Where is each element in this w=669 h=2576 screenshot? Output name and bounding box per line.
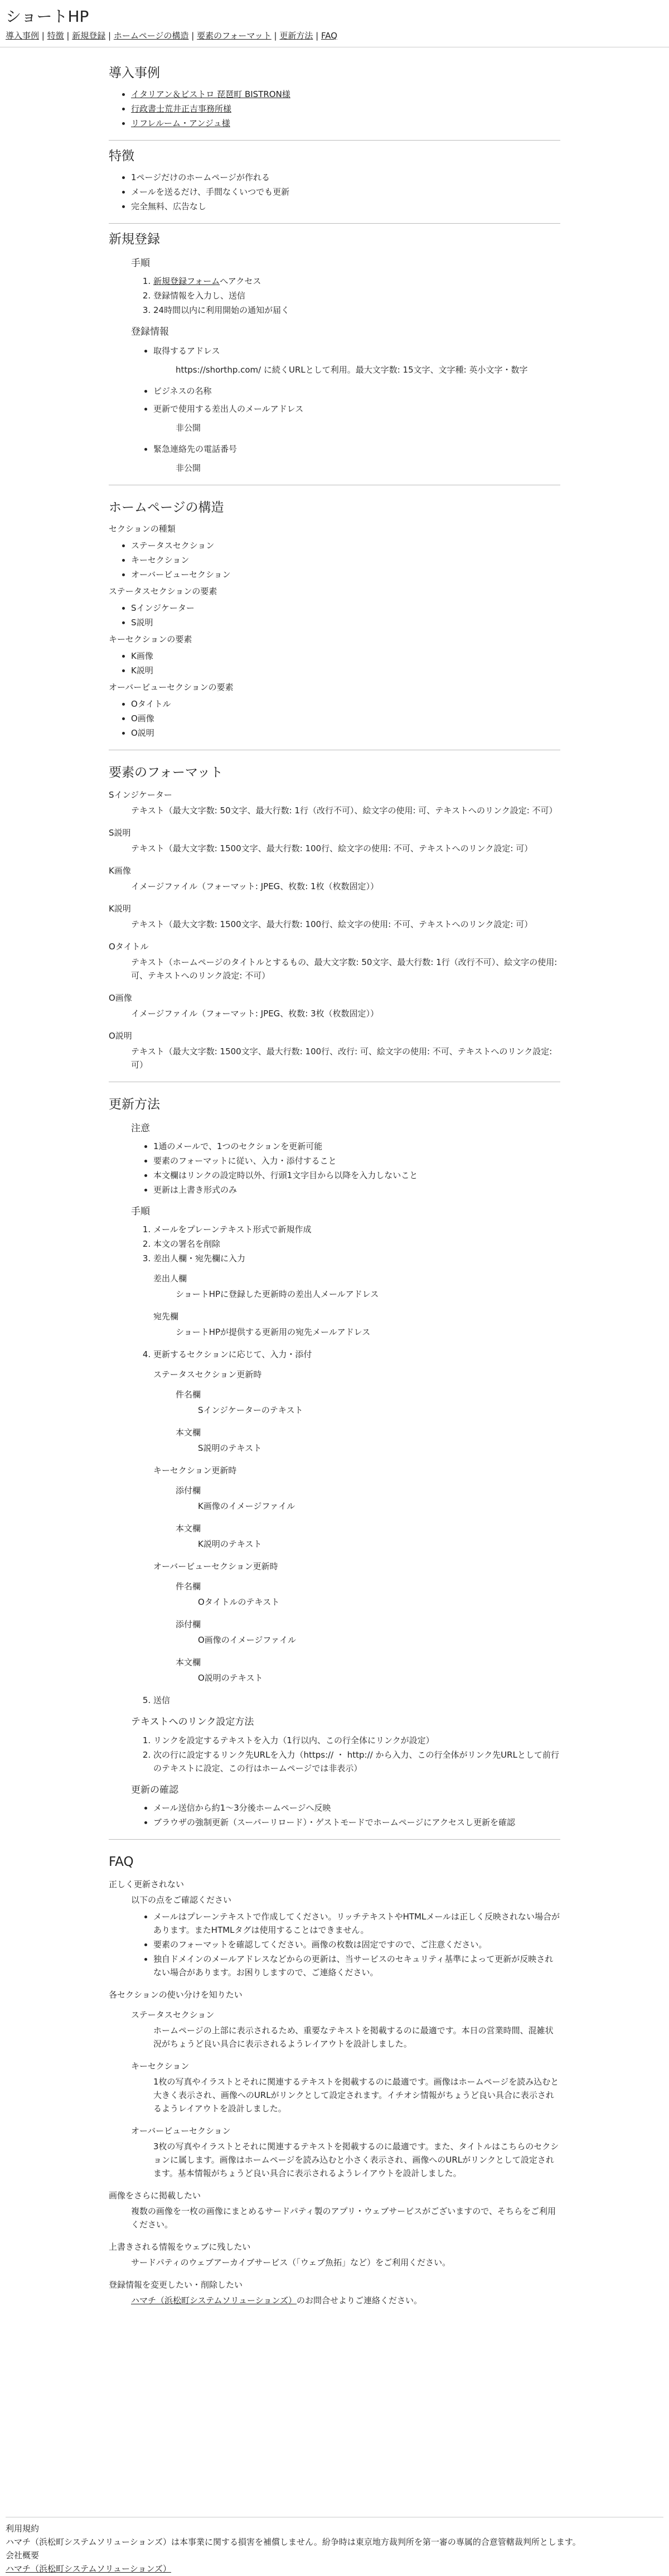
list-item <box>153 1252 560 1339</box>
list-item: • ブラウザの強制更新（スーパーリロード）・ゲストモードでホームページにアクセスし更新を確認 <box>153 1816 560 1829</box>
list-item: • 更新は上書き形式のみ <box>153 1183 560 1197</box>
case-link[interactable]: イタリアン＆ビストロ 琵琶町 BISTRON様 <box>131 89 290 100</box>
format-name: Oタイトル <box>109 942 149 952</box>
faq-section-title: オーバービューセクション <box>131 2125 231 2136</box>
signup-steps-block <box>109 256 560 475</box>
structure-heading: ホームページの構造 <box>109 500 224 515</box>
terms-heading: 利用規約 <box>6 2524 40 2534</box>
field-list <box>176 1580 560 1685</box>
step-text: 差出人欄・宛先欄に入力 <box>153 1253 246 1264</box>
faq-section-title: ステータスセクション <box>131 2009 215 2020</box>
format-desc: イメージファイル（フォーマット: JPEG、枚数: 3枚（枚数固定）） <box>131 1009 379 1019</box>
faq-question: 正しく更新されない <box>109 1879 185 1889</box>
structure-section <box>109 500 560 750</box>
field-label: 件名欄 <box>176 1390 201 1400</box>
list-item: • メールを送るだけ、手間なくいつでも更新 <box>131 185 560 199</box>
faq-question: 各セクションの使い分けを知りたい <box>109 1989 243 2000</box>
format-name: S説明 <box>109 828 131 838</box>
format-heading: 要素のフォーマット <box>109 765 223 780</box>
list-item <box>153 274 560 288</box>
list-item: • K説明 <box>131 664 560 677</box>
list-item <box>153 1348 560 1685</box>
list-item: • 完全無料、広告なし <box>131 200 560 213</box>
list-item: 2. 登録情報を入力し、送信 <box>153 289 560 302</box>
list-item: • 本文欄はリンクの設定時以外、行頭1文字目から以降を入力しないこと <box>153 1169 560 1182</box>
section-update-list <box>153 1368 560 1685</box>
field-value: ショートHPが提供する更新用の宛先メールアドレス <box>176 1327 371 1338</box>
nav-signup[interactable]: 新規登録 <box>72 31 106 41</box>
link-method-steps <box>131 1734 560 1775</box>
list-item: • S説明 <box>131 616 560 629</box>
section-update-fields <box>176 1388 560 1455</box>
company-line <box>6 2562 663 2575</box>
list-item <box>131 117 560 130</box>
list-item: • オーバービューセクション <box>131 568 560 581</box>
features-list <box>109 171 560 213</box>
list-item: • 要素のフォーマットを確認してください。画像の枚数は固定ですので、ご注意ください。 <box>153 1938 560 1951</box>
structure-group-list <box>109 697 560 740</box>
list-item: • 1ページだけのホームページが作れる <box>131 171 560 184</box>
section-divider <box>109 1839 560 1840</box>
list-item <box>153 442 560 475</box>
faq-section <box>109 1854 560 2307</box>
faq-section-desc: 3枚の写真やイラストとそれに関連するテキストを掲載するのに最適です。また、タイトルはこちらのセクションに属します。画像はホームページを読み込むと小さく表示され、画像へのURLがリンクとして設定されます。基本情報がちょうど良い具合に表示されるようレイアウトを設計しました。 <box>153 2141 559 2178</box>
field-value: S説明のテキスト <box>198 1443 262 1454</box>
format-list <box>109 788 560 1072</box>
step-text: 更新するセクションに応じて、入力・添付 <box>153 1349 312 1360</box>
cases-list <box>109 88 560 130</box>
cases-heading: 導入事例 <box>109 66 160 81</box>
info-name: ビジネスの名称 <box>153 386 212 397</box>
info-name: 緊急連絡先の電話番号 <box>153 444 237 455</box>
list-item: • メール送信から約1〜3分後ホームページへ反映 <box>153 1801 560 1815</box>
confirm-heading: 更新の確認 <box>131 1784 178 1796</box>
list-item: 5. 送信 <box>153 1694 560 1707</box>
faq-question: 上書きされる情報をウェブに残したい <box>109 2241 251 2252</box>
field-label: 差出人欄 <box>153 1273 187 1284</box>
faq-section-desc: 1枚の写真やイラストとそれに関連するテキストを掲載するのに最適です。画像はホームページを読み込むと大きく表示され、画像へのURLがリンクとして設定されます。イチオシ情報がちょうど良い具合に表示されるようレイアウトを設計しました。 <box>153 2076 559 2114</box>
list-item: • O説明 <box>131 726 560 740</box>
format-name: Sインジケーター <box>109 790 172 800</box>
faq-section-desc: ホームページの上部に表示されるため、重要なテキストを掲載するのに最適です。本日の営業時間、混雑状況がちょうど良い具合に表示されるようレイアウトを設計しました。 <box>153 2025 554 2049</box>
signup-section <box>109 231 560 485</box>
field-value: ショートHPに登録した更新時の差出人メールアドレス <box>176 1289 379 1300</box>
structure-group-list <box>109 601 560 629</box>
update-notes-heading: 注意 <box>131 1123 150 1135</box>
list-item: 1. メールをプレーンテキスト形式で新規作成 <box>153 1223 560 1236</box>
structure-group-title: ステータスセクションの要素 <box>109 586 217 597</box>
list-item: 3. 24時間以内に利用開始の通知が届く <box>153 303 560 317</box>
faq-list <box>109 1878 560 2307</box>
field-label: 添付欄 <box>176 1619 201 1630</box>
signup-steps <box>131 274 560 317</box>
nav-cases[interactable]: 導入事例 <box>6 31 40 41</box>
section-update-fields <box>176 1484 560 1551</box>
list-item <box>131 102 560 115</box>
list-item: • 要素のフォーマットに従い、入力・添付すること <box>153 1154 560 1168</box>
company-link[interactable]: ハマチ（浜松町システムソリューションズ） <box>6 2564 172 2574</box>
field-list <box>176 1484 560 1551</box>
top-nav: 導入事例 | 特徴 | 新規登録 | ホームページの構造 | 要素のフォーマット | 更新方法 | FAQ <box>6 31 338 41</box>
info-name: 更新で使用する差出人のメールアドレス <box>153 404 304 414</box>
link-method-heading: テキストへのリンク設定方法 <box>131 1716 254 1728</box>
field-value: Sインジケーターのテキスト <box>198 1405 303 1416</box>
field-list <box>176 1388 560 1455</box>
nav-format[interactable]: 要素のフォーマット <box>197 31 272 41</box>
field-label: 本文欄 <box>176 1427 201 1438</box>
format-name: O説明 <box>109 1031 132 1041</box>
list-item: • ステータスセクション <box>131 539 560 552</box>
signup-form-link[interactable]: 新規登録フォーム <box>153 276 220 287</box>
main-content <box>109 47 560 2307</box>
faq-heading: FAQ <box>109 1854 134 1869</box>
format-name: K画像 <box>109 866 131 876</box>
structure-group-title: セクションの種類 <box>109 524 176 534</box>
faq-answer <box>131 2008 560 2180</box>
field-value: K説明のテキスト <box>198 1539 262 1550</box>
info-name: 取得するアドレス <box>153 346 220 356</box>
update-block <box>109 1121 560 1829</box>
faq-question: 画像をさらに掲載したい <box>109 2190 201 2201</box>
cases-section <box>109 65 560 141</box>
company-contact-link[interactable]: ハマチ（浜松町システムソリューションズ） <box>131 2295 297 2305</box>
section-divider <box>109 140 560 141</box>
list-item: 1. リンクを設定するテキストを入力（1行以内、この行全体にリンクが設定） <box>153 1734 560 1747</box>
field-value: O画像のイメージファイル <box>198 1635 297 1646</box>
list-item: • Oタイトル <box>131 697 560 711</box>
field-label: 本文欄 <box>176 1523 201 1534</box>
update-steps <box>131 1223 560 1707</box>
faq-answer-list <box>131 1910 560 1979</box>
list-item: • メールはプレーンテキストで作成してください。リッチテキストやHTMLメールは正しく反映されない場合があります。またHTMLタグは使用することはできません。 <box>153 1910 560 1937</box>
features-section <box>109 148 560 224</box>
nav-update[interactable]: 更新方法 <box>279 31 313 41</box>
list-item <box>131 88 560 101</box>
signup-steps-heading: 手順 <box>131 258 150 269</box>
update-notes <box>131 1140 560 1197</box>
structure-group-title: オーバービューセクションの要素 <box>109 682 234 693</box>
info-desc: 非公開 <box>176 423 201 433</box>
list-item <box>153 384 560 398</box>
section-divider <box>109 223 560 224</box>
field-value: Oタイトルのテキスト <box>198 1597 280 1608</box>
format-desc: テキスト（最大文字数: 1500文字、最大行数: 100行、改行: 可、絵文字の使用: 不可、テキストへのリンク設定: 可） <box>131 1046 552 1070</box>
faq-section-title: キーセクション <box>131 2061 190 2071</box>
update-section <box>109 1097 560 1840</box>
field-label: 件名欄 <box>176 1581 201 1592</box>
format-desc: イメージファイル（フォーマット: JPEG、枚数: 1枚（枚数固定）） <box>131 881 379 892</box>
update-heading: 更新方法 <box>109 1097 160 1112</box>
faq-answer <box>131 1893 560 1979</box>
confirm-list <box>131 1801 560 1829</box>
field-label: 添付欄 <box>176 1485 201 1496</box>
structure-group-list <box>109 539 560 581</box>
signup-info-heading: 登録情報 <box>131 326 169 338</box>
faq-answer-intro: 以下の点をご確認ください <box>131 1894 232 1905</box>
nav-structure[interactable]: ホームページの構造 <box>113 31 189 41</box>
format-section <box>109 765 560 1082</box>
section-update-fields <box>176 1580 560 1685</box>
case-link[interactable]: 行政書士荒井正吉事務所様 <box>131 104 232 114</box>
list-item: 2. 次の行に設定するリンク先URLを入力（https:// ・ http:// から入力、この行全体がリンク先URLとして前行のテキストに設定、この行はホームページでは非表示） <box>153 1748 560 1775</box>
nav-features[interactable]: 特徴 <box>47 31 64 41</box>
features-heading: 特徴 <box>109 149 134 164</box>
info-desc: https://shorthp.com/ に続くURLとして利用。最大文字数: 15文字、文字種: 英小文字・数字 <box>176 365 528 375</box>
list-item: • キーセクション <box>131 553 560 567</box>
section-update-title: オーバービューセクション更新時 <box>153 1561 278 1572</box>
info-desc: 非公開 <box>176 463 201 474</box>
field-value: K画像のイメージファイル <box>198 1501 295 1512</box>
terms-text: ハマチ（浜松町システムソリューションズ）は本事業に関する損害を補償しません。紛争時は東京地方裁判所を第一審の専属的合意管轄裁判所とします。 <box>6 2537 581 2547</box>
address-fields <box>153 1272 560 1339</box>
list-item: 2. 本文の署名を削除 <box>153 1237 560 1251</box>
section-update-title: ステータスセクション更新時 <box>153 1369 262 1380</box>
signup-info-list <box>131 344 560 475</box>
faq-question: 登録情報を変更したい・削除したい <box>109 2279 243 2290</box>
nav-faq[interactable]: FAQ <box>321 31 338 41</box>
faq-answer: 複数の画像を一枚の画像にまとめるサードパティ製のアプリ・ウェブサービスがございますので、そちらをご利用ください。 <box>131 2206 556 2230</box>
structure-group-title: キーセクションの要素 <box>109 634 192 645</box>
list-item: • O画像 <box>131 712 560 725</box>
site-header <box>0 0 669 42</box>
field-value: O説明のテキスト <box>198 1673 263 1683</box>
list-item <box>153 402 560 435</box>
list-item: • 独自ドメインのメールアドレスなどからの更新は、当サービスのセキュリティ基準によって更新が反映されない場合があります。お困りしますので、ご連絡ください。 <box>153 1952 560 1979</box>
format-desc: テキスト（ホームページのタイトルとするもの、最大文字数: 50文字、最大行数: 1行（改行不可）、絵文字の使用: 可、テキストへのリンク設定: 不可） <box>131 957 558 981</box>
faq-answer-text: のお問合せよりご連絡ください。 <box>297 2295 423 2305</box>
faq-answer: サードパティのウェブアーカイブサービス（「ウェブ魚拓」など）をご利用ください。 <box>131 2257 451 2268</box>
format-name: O画像 <box>109 993 132 1004</box>
list-item: • K画像 <box>131 649 560 663</box>
site-footer <box>0 2517 669 2575</box>
field-label: 本文欄 <box>176 1657 201 1668</box>
case-link[interactable]: リフレルーム・アンジュ様 <box>131 118 230 129</box>
list-item: • 1通のメールで、1つのセクションを更新可能 <box>153 1140 560 1153</box>
site-title: ショートHP <box>6 7 89 26</box>
update-steps-heading: 手順 <box>131 1206 150 1218</box>
section-update-title: キーセクション更新時 <box>153 1465 237 1476</box>
structure-group-list <box>109 649 560 677</box>
step-text: へアクセス <box>220 276 261 287</box>
list-item: • Sインジケーター <box>131 601 560 615</box>
faq-section-uses <box>131 2008 560 2180</box>
signup-heading: 新規登録 <box>109 232 160 247</box>
format-desc: テキスト（最大文字数: 1500文字、最大行数: 100行、絵文字の使用: 不可、テキストへのリンク設定: 可） <box>131 919 533 930</box>
format-desc: テキスト（最大文字数: 50文字、最大行数: 1行（改行不可）、絵文字の使用: 可、テキストへのリンク設定: 不可） <box>131 805 558 816</box>
format-name: K説明 <box>109 904 131 914</box>
company-heading: 会社概要 <box>6 2550 40 2560</box>
list-item <box>153 344 560 377</box>
field-label: 宛先欄 <box>153 1311 179 1322</box>
faq-answer <box>131 2294 560 2307</box>
format-desc: テキスト（最大文字数: 1500文字、最大行数: 100行、絵文字の使用: 不可、テキストへのリンク設定: 可） <box>131 843 533 854</box>
